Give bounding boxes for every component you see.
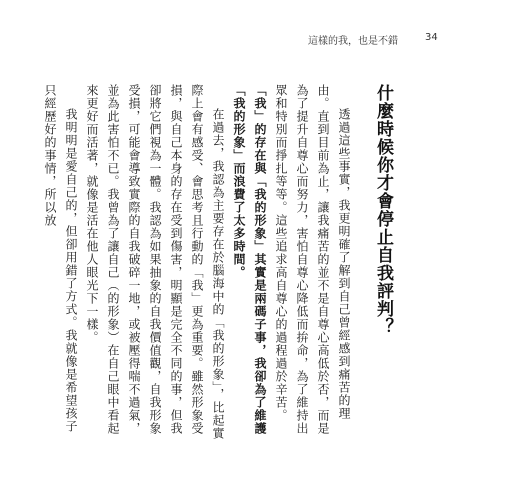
page-body xyxy=(43,84,394,442)
paragraph-3-text: 我明明是愛自己的，但卻用錯了方式。我就像是希望孩子只經歷好的事情，所以放 xyxy=(43,84,78,433)
section-title: 什麼時候你才會停止自我評判？ xyxy=(373,84,393,336)
paragraph-2-text: 在過去，我認為主要存在於腦海中的「我的形象」，比起實際上會有感受、會思考且行動的「我」更為重要。雖然形象受損，與自己本身的存在受到傷害，明顯是完全不同的事，但我卻將它們視為一體。我認為如果抽象的自我價值觀，自我形象受損，可能會導致實際的自我破碎一地，或被壓得喘不過氣，並為此害怕不已。我曾為了讓自己（的形象）在自己眼中看起來更好而活著，就像是活在他人眼光下一樣。 xyxy=(85,84,225,440)
paragraph-1-text: 透過這些事實，我更明確了解到自己曾經感到痛苦的理由。直到目前為止，讓我痛苦的並不是自尊心高低於否，而是為了提升自尊心而努力，害怕自尊心降低而拚命，為了維持出眾和特別而掙扎等等。這些追求高自尊心的過程過於辛苦。 xyxy=(274,84,351,435)
running-head: 這樣的我，也是不錯 xyxy=(308,36,398,47)
paragraph-1-emphasis: 「我」的存在與「我的形象」其實是兩碼子事，我卻為了維護「我的形象」而浪費了太多時間。 xyxy=(232,84,267,435)
page-number: 34 xyxy=(425,32,438,43)
paragraph-1 xyxy=(228,84,354,442)
paragraph-3 xyxy=(39,84,81,442)
page-header xyxy=(0,30,520,50)
paragraph-2 xyxy=(81,84,228,442)
